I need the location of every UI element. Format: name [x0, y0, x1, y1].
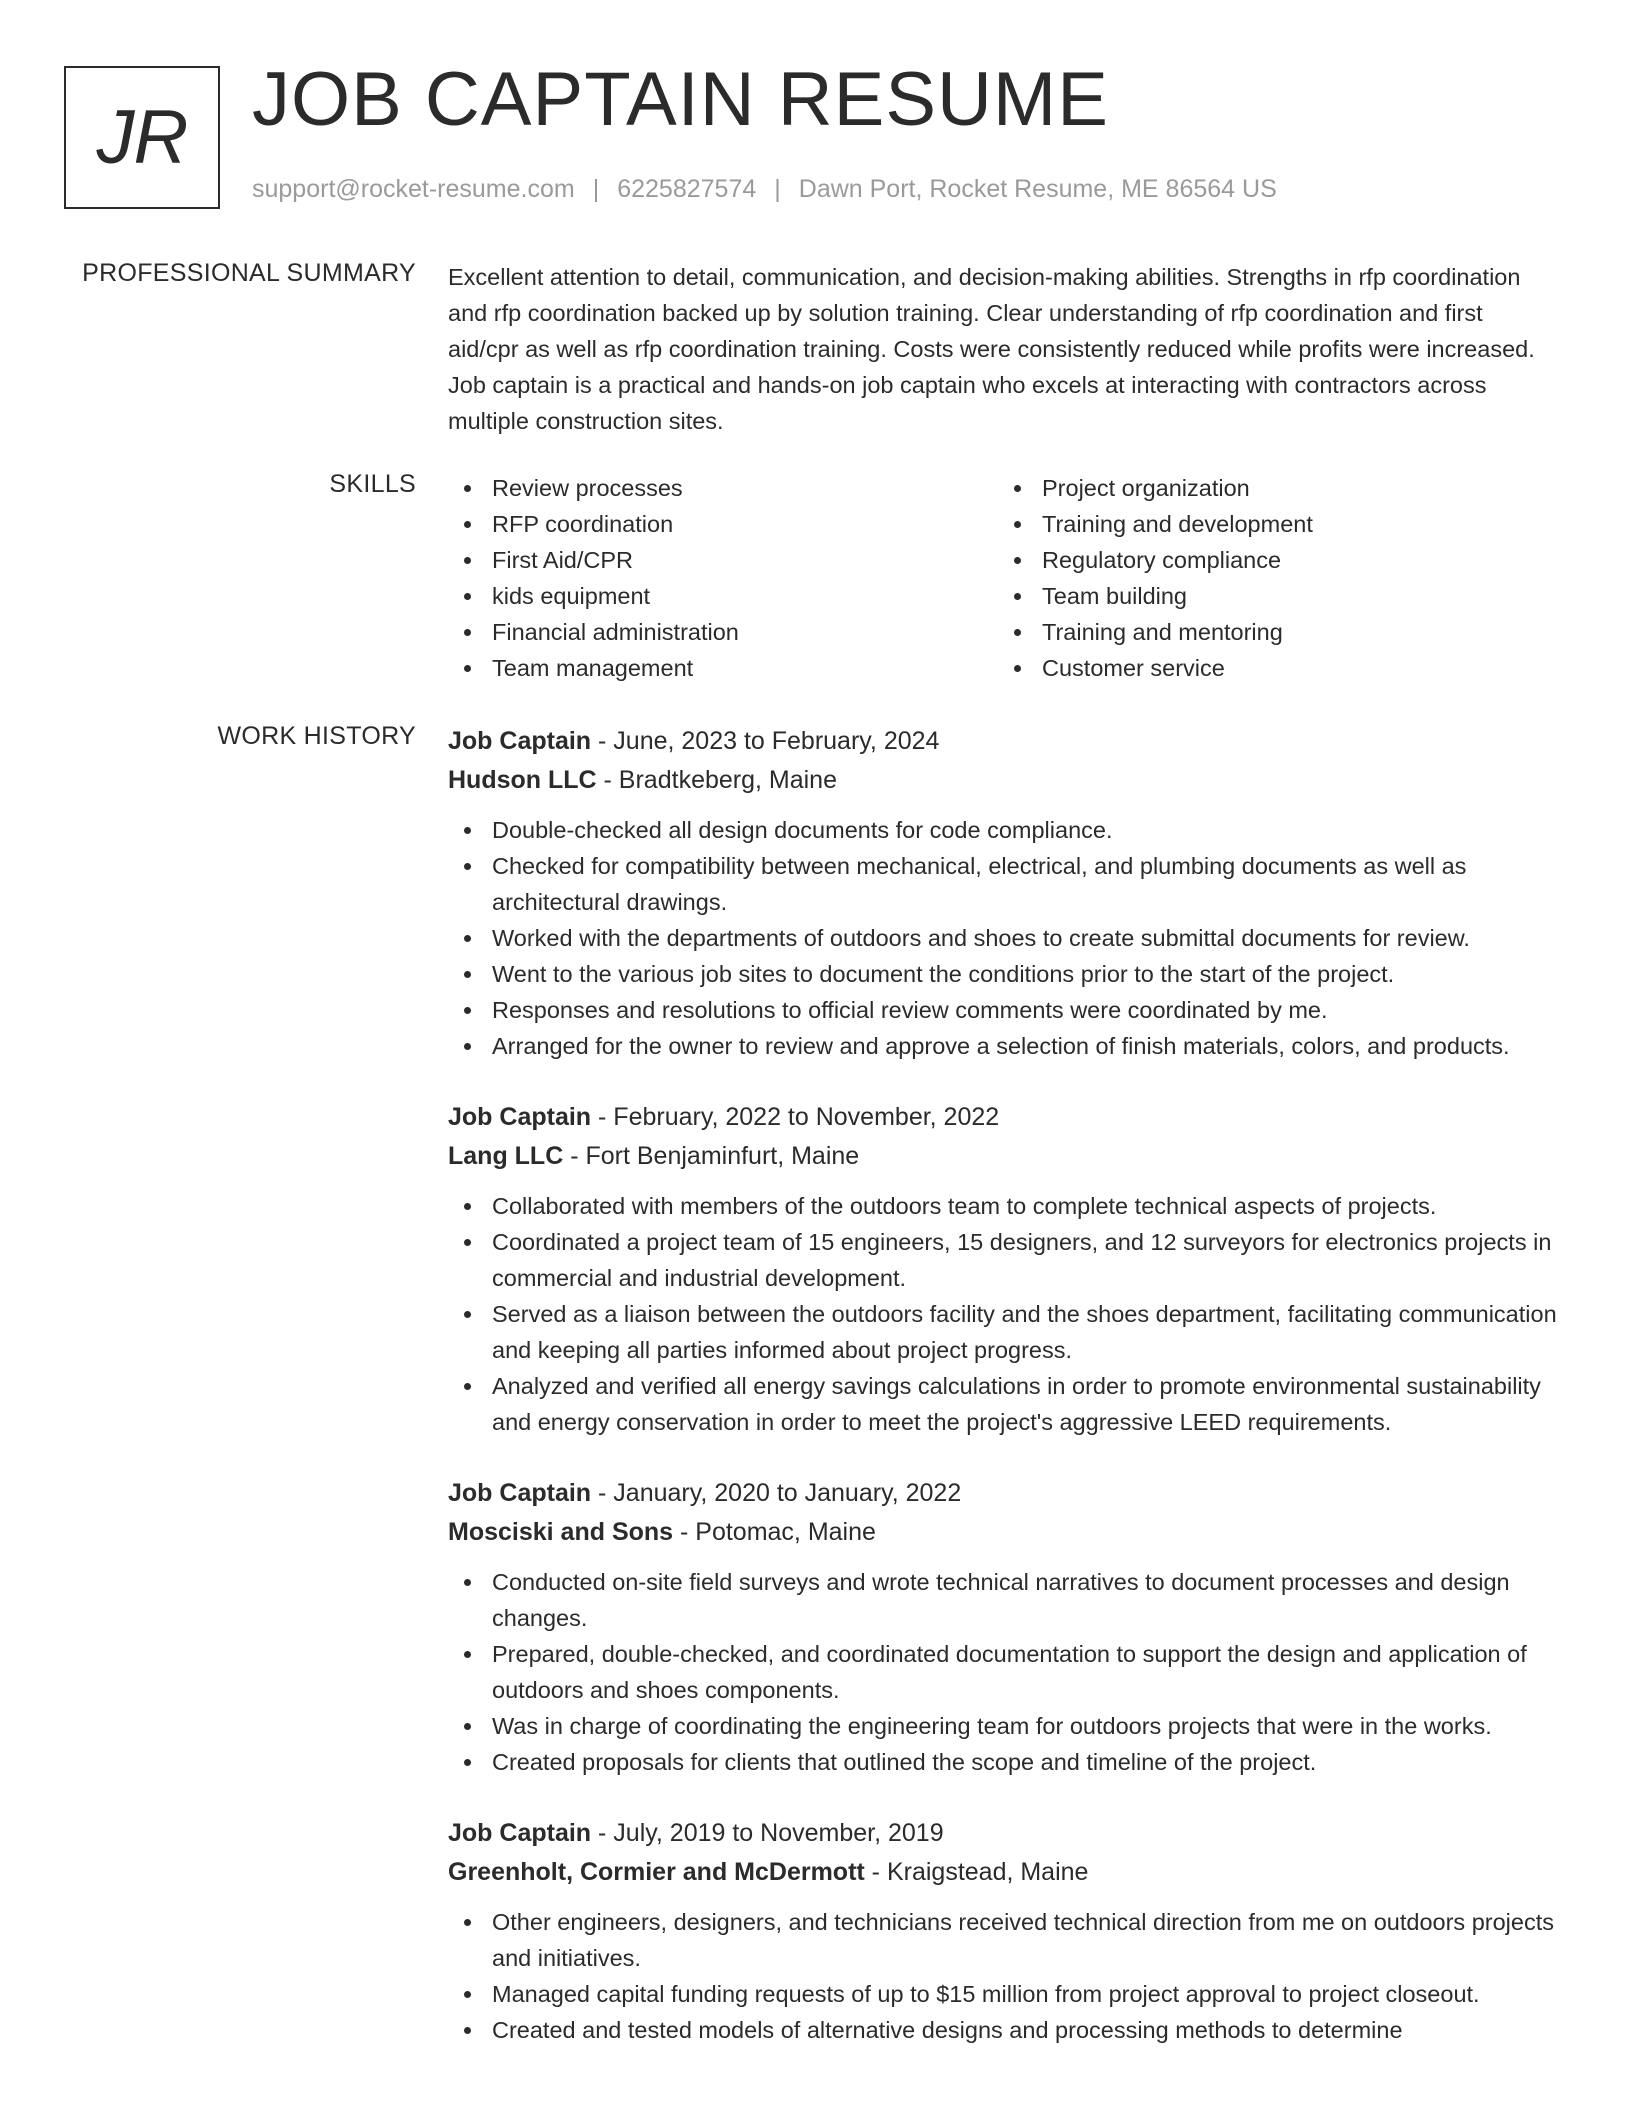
skill-item: Training and development	[998, 506, 1548, 542]
work-history-body	[448, 722, 1568, 2082]
job-bullet: Managed capital funding requests of up to $15 million from project approval to project closeout.	[448, 1976, 1568, 2012]
job-location: - Kraigstead, Maine	[864, 1858, 1089, 1886]
job-bullets	[448, 812, 1568, 1064]
summary-label: PROFESSIONAL SUMMARY	[82, 259, 416, 287]
job-bullet: Collaborated with members of the outdoors team to complete technical aspects of projects.	[448, 1188, 1568, 1224]
job-dates: - June, 2023 to February, 2024	[591, 727, 940, 755]
skill-item: Team building	[998, 578, 1548, 614]
monogram-badge	[64, 66, 220, 209]
summary-body	[448, 259, 1568, 439]
job-entry	[448, 1474, 1568, 1780]
job-company: Mosciski and Sons	[448, 1518, 674, 1546]
job-location: - Bradtkeberg, Maine	[596, 766, 837, 794]
job-bullet: Was in charge of coordinating the engineering team for outdoors projects that were in the works.	[448, 1708, 1568, 1744]
job-company-line	[448, 1137, 1568, 1176]
skills-columns	[448, 470, 1568, 686]
job-role-line	[448, 722, 1568, 761]
job-dates: - July, 2019 to November, 2019	[591, 1819, 944, 1847]
skills-list-left	[448, 470, 998, 686]
job-bullet: Double-checked all design documents for code compliance.	[448, 812, 1568, 848]
skill-item: Project organization	[998, 470, 1548, 506]
job-bullet: Conducted on-site field surveys and wrote technical narratives to document processes and design changes.	[448, 1564, 1568, 1636]
contact-separator: |	[592, 175, 600, 203]
job-bullet: Prepared, double-checked, and coordinated documentation to support the design and application of outdoors and shoes components.	[448, 1636, 1568, 1708]
job-role: Job Captain	[448, 1479, 592, 1507]
job-role-line	[448, 1814, 1568, 1853]
work-history-label: WORK HISTORY	[217, 722, 416, 750]
skills-label: SKILLS	[329, 470, 416, 498]
job-role: Job Captain	[448, 727, 592, 755]
job-bullet: Coordinated a project team of 15 engineers, 15 designers, and 12 surveyors for electronics projects in commercial and industrial development.	[448, 1224, 1568, 1296]
skill-item: Review processes	[448, 470, 998, 506]
job-bullet: Worked with the departments of outdoors and shoes to create submittal documents for review.	[448, 920, 1568, 956]
resume-title: JOB CAPTAIN RESUME	[252, 57, 1109, 142]
job-bullet: Went to the various job sites to document the conditions prior to the start of the project.	[448, 956, 1568, 992]
job-location: - Potomac, Maine	[673, 1518, 876, 1546]
job-bullet: Responses and resolutions to official review comments were coordinated by me.	[448, 992, 1568, 1028]
job-entry	[448, 722, 1568, 1064]
contact-line	[252, 175, 1277, 204]
job-company: Greenholt, Cormier and McDermott	[448, 1858, 865, 1886]
job-company: Hudson LLC	[448, 766, 597, 794]
skill-item: Regulatory compliance	[998, 542, 1548, 578]
summary-text: Excellent attention to detail, communication, and decision-making abilities. Strengths in rfp coordination and rfp coordination backed up by solution training. Clear understanding of rfp coordination and first aid/cpr as well as rfp coordination training. Costs were consistently reduced while profits were increased. Job captain is a practical and hands-on job captain who excels at interacting with contractors across multiple construction sites.	[448, 264, 1535, 434]
job-bullet: Served as a liaison between the outdoors facility and the shoes department, facilitating communication and keeping all parties informed about project progress.	[448, 1296, 1568, 1368]
job-bullet: Created proposals for clients that outlined the scope and timeline of the project.	[448, 1744, 1568, 1780]
contact-email: support@rocket-resume.com	[252, 175, 575, 203]
job-bullet: Arranged for the owner to review and approve a selection of finish materials, colors, and products.	[448, 1028, 1568, 1064]
job-company: Lang LLC	[448, 1142, 564, 1170]
job-bullets	[448, 1904, 1568, 2048]
job-role-line	[448, 1474, 1568, 1513]
job-dates: - February, 2022 to November, 2022	[591, 1103, 1000, 1131]
job-role-line	[448, 1098, 1568, 1137]
job-company-line	[448, 1853, 1568, 1892]
job-role: Job Captain	[448, 1103, 592, 1131]
skill-item: kids equipment	[448, 578, 998, 614]
job-company-line	[448, 1513, 1568, 1552]
skill-item: Customer service	[998, 650, 1548, 686]
job-entry	[448, 1098, 1568, 1440]
skills-list-right	[998, 470, 1548, 686]
contact-phone: 6225827574	[617, 175, 757, 203]
job-location: - Fort Benjaminfurt, Maine	[563, 1142, 860, 1170]
job-bullet: Created and tested models of alternative designs and processing methods to determine	[448, 2012, 1568, 2048]
job-bullet: Other engineers, designers, and technicians received technical direction from me on outdoors projects and initiatives.	[448, 1904, 1568, 1976]
job-dates: - January, 2020 to January, 2022	[591, 1479, 962, 1507]
job-bullets	[448, 1188, 1568, 1440]
job-entry	[448, 1814, 1568, 2048]
skill-item: Team management	[448, 650, 998, 686]
job-role: Job Captain	[448, 1819, 592, 1847]
contact-separator: |	[774, 175, 781, 203]
job-bullets	[448, 1564, 1568, 1780]
monogram-initials: JR	[96, 94, 188, 180]
skill-item: RFP coordination	[448, 506, 998, 542]
job-company-line	[448, 761, 1568, 800]
contact-address: Dawn Port, Rocket Resume, ME 86564 US	[798, 175, 1277, 203]
skill-item: Training and mentoring	[998, 614, 1548, 650]
skill-item: First Aid/CPR	[448, 542, 998, 578]
skill-item: Financial administration	[448, 614, 998, 650]
job-bullet: Analyzed and verified all energy savings calculations in order to promote environmental sustainability and energy conservation in order to meet the project's aggressive LEED requirements.	[448, 1368, 1568, 1440]
job-bullet: Checked for compatibility between mechanical, electrical, and plumbing documents as well as architectural drawings.	[448, 848, 1568, 920]
skills-body	[448, 470, 1568, 686]
